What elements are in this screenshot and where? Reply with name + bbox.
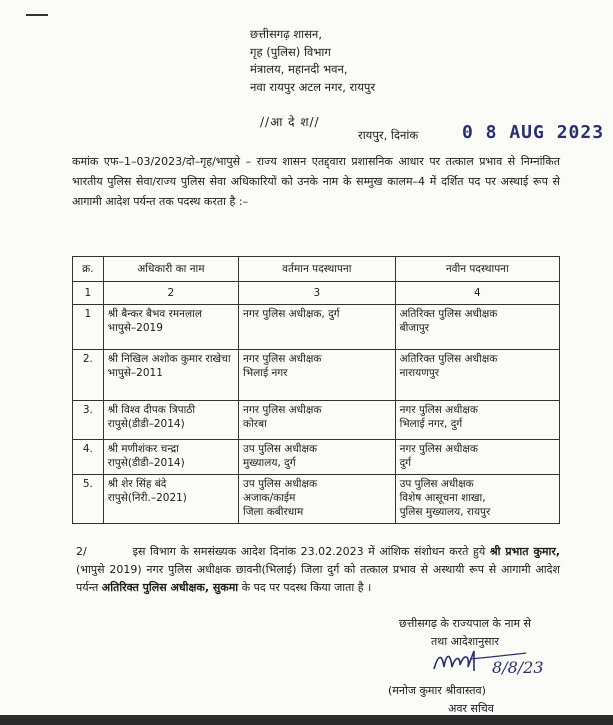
para2-text-b: (भापुसे 2019) नगर पुलिस अधीक्षक छावनी(भिलाई) जिला दुर्ग को तत्काल प्रभाव से अस्थायी रूप से आगामी आदेश पर्यन्त bbox=[76, 563, 560, 594]
new-posting-cell bbox=[395, 440, 559, 475]
new-posting-line: दुर्ग bbox=[399, 457, 412, 469]
table-row bbox=[73, 305, 560, 350]
para2-text-c: के पद पर पदस्थ किया जाता है । bbox=[241, 581, 372, 594]
current-posting-line: कोरबा bbox=[243, 418, 267, 430]
order-title: //आ दे श// bbox=[260, 115, 320, 129]
current-posting-line: नगर पुलिस अधीक्षक bbox=[243, 353, 322, 365]
para2-text-a: इस विभाग के समसंख्यक आदेश दिनांक 23.02.2023 में आंशिक संशोधन करते हुये bbox=[132, 545, 486, 558]
officer-name: श्री मणीशंकर चन्द्रा bbox=[107, 443, 179, 455]
new-posting-line: नगर पुलिस अधीक्षक bbox=[399, 404, 478, 416]
letterhead-line-city: नवा रायपुर अटल नगर, रायपुर bbox=[250, 79, 376, 94]
current-posting-line: नगर पुलिस अधीक्षक bbox=[243, 404, 322, 416]
place-date-label: रायपुर, दिनांक bbox=[358, 128, 419, 142]
row-serial: 3. bbox=[73, 401, 104, 440]
col-number: 4 bbox=[395, 282, 559, 305]
officer-cell bbox=[103, 440, 238, 475]
officer-service: भापुसे–2011 bbox=[107, 367, 163, 379]
officer-cell bbox=[103, 401, 238, 440]
officer-service: रापुसे(निरी.–2021) bbox=[107, 492, 187, 504]
row-serial: 4. bbox=[73, 440, 104, 475]
new-posting-line: अतिरिक्त पुलिस अधीक्षक bbox=[399, 353, 498, 365]
handwritten-signature bbox=[430, 645, 560, 679]
officer-service: भापुसे–2019 bbox=[107, 322, 163, 334]
closing-line-2: तथा आदेशानुसार bbox=[431, 635, 499, 648]
officer-name: श्री विश्व दीपक त्रिपाठी bbox=[107, 404, 196, 416]
new-posting-cell bbox=[395, 305, 559, 350]
current-posting-line: मुख्यालय, दुर्ग bbox=[243, 457, 296, 469]
letterhead-line-ministry: मंत्रालय, महानदी भवन, bbox=[250, 62, 348, 76]
current-posting-cell bbox=[239, 401, 396, 440]
order-paragraph-2 bbox=[76, 543, 560, 597]
signatory-name: (मनोज कुमार श्रीवास्तव) bbox=[388, 684, 486, 697]
current-posting-line: जिला कबीरधाम bbox=[243, 506, 304, 518]
new-posting-line: भिलाई नगर, दुर्ग bbox=[399, 418, 463, 430]
current-posting-cell bbox=[239, 350, 396, 401]
officer-cell bbox=[103, 475, 238, 524]
letterhead bbox=[250, 26, 375, 96]
col-number: 1 bbox=[73, 282, 104, 305]
paragraph-number: 2/ bbox=[76, 545, 87, 558]
header-new-posting: नवीन पदस्थापना bbox=[395, 257, 559, 282]
letterhead-line-govt: छत्तीसगढ़ शासन, bbox=[250, 27, 322, 41]
header-officer-name: अधिकारी का नाम bbox=[103, 257, 238, 282]
header-serial: क्र. bbox=[73, 257, 104, 282]
para2-officer-name: श्री प्रभात कुमार, bbox=[489, 545, 561, 558]
order-paragraph-1: कमांक एफ–1–03/2023/दो–गृह/भापुसे – राज्य शासन एतद्द्वारा प्रशासनिक आधार पर तत्काल प्रभाव से निम्नांकित भारतीय पुलिस सेवा/राज्य पुलिस सेवा अधिकारियों को उनके नाम के सम्मुख कालम–4 में दर्शित पद पर अस्थाई रूप से आगामी आदेश पर्यन्त तक पदस्थ करता है :– bbox=[72, 155, 560, 208]
letterhead-line-dept: गृह (पुलिस) विभाग bbox=[250, 44, 331, 59]
top-dash-mark bbox=[26, 14, 48, 16]
new-posting-cell bbox=[395, 401, 559, 440]
postings-table bbox=[72, 256, 560, 524]
current-posting-line: भिलाई नगर bbox=[243, 367, 288, 379]
table-row bbox=[73, 440, 560, 475]
officer-cell bbox=[103, 350, 238, 401]
col-number: 2 bbox=[103, 282, 238, 305]
current-posting-line: उप पुलिस अधीक्षक bbox=[243, 443, 318, 455]
new-posting-line: उप पुलिस अधीक्षक bbox=[399, 478, 474, 490]
closing-line-1: छत्तीसगढ़ के राज्यपाल के नाम से bbox=[399, 617, 531, 630]
table-row bbox=[73, 401, 560, 440]
date-stamp: 0 8 AUG 2023 bbox=[462, 122, 605, 143]
new-posting-line: अतिरिक्त पुलिस अधीक्षक bbox=[399, 308, 498, 320]
signature-date: 8/8/23 bbox=[492, 658, 544, 677]
officer-service: रापुसे(डीडी–2014) bbox=[107, 418, 185, 430]
new-posting-line: नगर पुलिस अधीक्षक bbox=[399, 443, 478, 455]
column-number-row bbox=[73, 282, 560, 305]
row-serial: 1 bbox=[73, 305, 104, 350]
new-posting-cell bbox=[395, 350, 559, 401]
officer-cell bbox=[103, 305, 238, 350]
table-row bbox=[73, 475, 560, 524]
officer-name: श्री निखिल अशोक कुमार राखेचा bbox=[107, 353, 231, 365]
new-posting-cell bbox=[395, 475, 559, 524]
new-posting-line: नारायणपुर bbox=[399, 367, 440, 379]
officer-service: रापुसे(डीडी–2014) bbox=[107, 457, 185, 469]
signatory-designation: अवर सचिव bbox=[448, 702, 494, 715]
new-posting-line: पुलिस मुख्यालय, रायपुर bbox=[399, 506, 491, 518]
officer-name: श्री शेर सिंह बंदे bbox=[107, 478, 167, 490]
row-serial: 5. bbox=[73, 475, 104, 524]
current-posting-line: नगर पुलिस अधीक्षक, दुर्ग bbox=[243, 308, 340, 320]
table-row bbox=[73, 350, 560, 401]
current-posting-cell bbox=[239, 305, 396, 350]
para2-new-post: अतिरिक्त पुलिस अधीक्षक, सुकमा bbox=[101, 581, 239, 594]
new-posting-line: विशेष आसूचना शाखा, bbox=[399, 492, 486, 504]
new-posting-line: बीजापुर bbox=[399, 322, 430, 334]
row-serial: 2. bbox=[73, 350, 104, 401]
current-posting-line: अजाक/काईम bbox=[243, 492, 296, 504]
current-posting-cell bbox=[239, 475, 396, 524]
officer-name: श्री बैन्कर बैभव रमनलाल bbox=[107, 308, 202, 320]
col-number: 3 bbox=[239, 282, 396, 305]
scan-bottom-edge bbox=[0, 715, 613, 725]
current-posting-line: उप पुलिस अधीक्षक bbox=[243, 478, 318, 490]
current-posting-cell bbox=[239, 440, 396, 475]
header-current-posting: वर्तमान पदस्थापना bbox=[239, 257, 396, 282]
